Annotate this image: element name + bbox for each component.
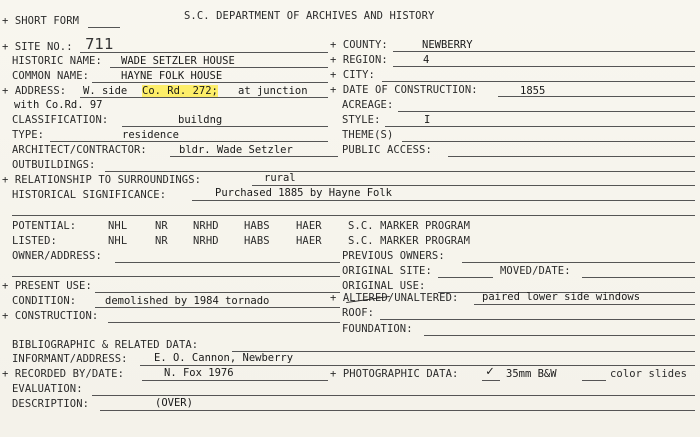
potential-code-habs: HABS — [244, 220, 270, 232]
potential-code-haer: HAER — [296, 220, 322, 232]
listed-code-habs: HABS — [244, 235, 270, 247]
original-site-label: ORIGINAL SITE: — [342, 265, 432, 277]
common-name-label: COMMON NAME: — [12, 70, 90, 82]
date-of-construction-label: + DATE OF CONSTRUCTION: — [330, 84, 478, 96]
region-label: + REGION: — [330, 54, 388, 66]
potential-code-nhl: NHL — [108, 220, 128, 232]
outbuildings-label: OUTBUILDINGS: — [12, 159, 96, 171]
city-label: + CITY: — [330, 69, 375, 81]
listed-code-nrhd: NRHD — [193, 235, 219, 247]
altered-value: paired lower side windows — [482, 291, 641, 303]
listed-code-nr: NR — [155, 235, 168, 247]
altered-unaltered-label: + ALTERED/UNALTERED: — [330, 292, 459, 304]
address-value-line2: with Co.Rd. 97 — [14, 99, 103, 111]
previous-owners-label: PREVIOUS OWNERS: — [342, 250, 445, 262]
significance-value: Purchased 1885 by Hayne Folk — [215, 187, 393, 199]
address-value-part1: W. side — [83, 85, 128, 97]
relationship-label: + RELATIONSHIP TO SURROUNDINGS: — [2, 174, 202, 186]
style-label: STYLE: — [342, 114, 381, 126]
evaluation-label: EVALUATION: — [12, 383, 83, 395]
architect-label: ARCHITECT/CONTRACTOR: — [12, 144, 147, 156]
address-label: + ADDRESS: — [2, 85, 67, 97]
themes-label: THEME(S) — [342, 129, 394, 141]
original-use-label: ORIGINAL USE: — [342, 280, 426, 292]
date-of-construction-value: 1855 — [520, 85, 546, 97]
historic-name-value: WADE SETZLER HOUSE — [121, 55, 235, 67]
classification-value: buildng — [178, 114, 223, 126]
roof-label: ROOF: — [342, 307, 375, 319]
address-value-part2: at junction — [238, 85, 308, 97]
informant-value: E. O. Cannon, Newberry — [154, 352, 294, 364]
acreage-label: ACREAGE: — [342, 99, 394, 111]
county-label: + COUNTY: — [330, 39, 388, 51]
bibliographic-label: BIBLIOGRAPHIC & RELATED DATA: — [12, 339, 199, 351]
classification-label: CLASSIFICATION: — [12, 114, 109, 126]
public-access-label: PUBLIC ACCESS: — [342, 144, 432, 156]
construction-label: + CONSTRUCTION: — [2, 310, 99, 322]
listed-code-nhl: NHL — [108, 235, 128, 247]
common-name-value: HAYNE FOLK HOUSE — [121, 70, 223, 82]
type-label: TYPE: — [12, 129, 45, 141]
condition-value: demolished by 1984 tornado — [105, 295, 270, 307]
style-value: I — [424, 114, 431, 126]
potential-code-nrhd: NRHD — [193, 220, 219, 232]
foundation-label: FOUNDATION: — [342, 323, 413, 335]
owner-address-label: OWNER/ADDRESS: — [12, 250, 102, 262]
type-value: residence — [122, 129, 179, 141]
listed-label: LISTED: — [12, 235, 57, 247]
historic-name-label: HISTORIC NAME: — [12, 55, 102, 67]
condition-label: CONDITION: — [12, 295, 77, 307]
present-use-label: + PRESENT USE: — [2, 280, 92, 292]
potential-code-nr: NR — [155, 220, 168, 232]
moved-date-label: MOVED/DATE: — [500, 265, 571, 277]
site-no-label: + SITE NO.: — [2, 41, 73, 53]
informant-label: INFORMANT/ADDRESS: — [12, 353, 128, 365]
listed-code-haer: HAER — [296, 235, 322, 247]
county-value: NEWBERRY — [422, 39, 473, 51]
potential-label: POTENTIAL: — [12, 220, 77, 232]
photographic-data-value: 35mm B&W — [506, 368, 557, 380]
significance-label: HISTORICAL SIGNIFICANCE: — [12, 189, 167, 201]
color-slides-label: color slides — [610, 368, 688, 380]
recorded-by-label: + RECORDED BY/DATE: — [2, 368, 125, 380]
region-value: 4 — [423, 54, 430, 66]
photo-check-mark: ✓ — [486, 364, 494, 379]
marker-program-label-1: S.C. MARKER PROGRAM — [348, 220, 471, 232]
photographic-data-label: + PHOTOGRAPHIC DATA: — [330, 368, 459, 380]
relationship-value: rural — [264, 172, 296, 184]
marker-program-label-2: S.C. MARKER PROGRAM — [348, 235, 471, 247]
description-value: (OVER) — [155, 397, 193, 409]
site-no-value: 711 — [85, 35, 114, 53]
address-value-highlighted: Co. Rd. 272; — [142, 85, 218, 97]
architect-value: bldr. Wade Setzler — [179, 144, 293, 156]
department-title: S.C. DEPARTMENT OF ARCHIVES AND HISTORY — [184, 10, 435, 22]
recorded-by-value: N. Fox 1976 — [164, 367, 234, 379]
description-label: DESCRIPTION: — [12, 398, 90, 410]
short-form-label: + SHORT FORM — [2, 15, 80, 27]
